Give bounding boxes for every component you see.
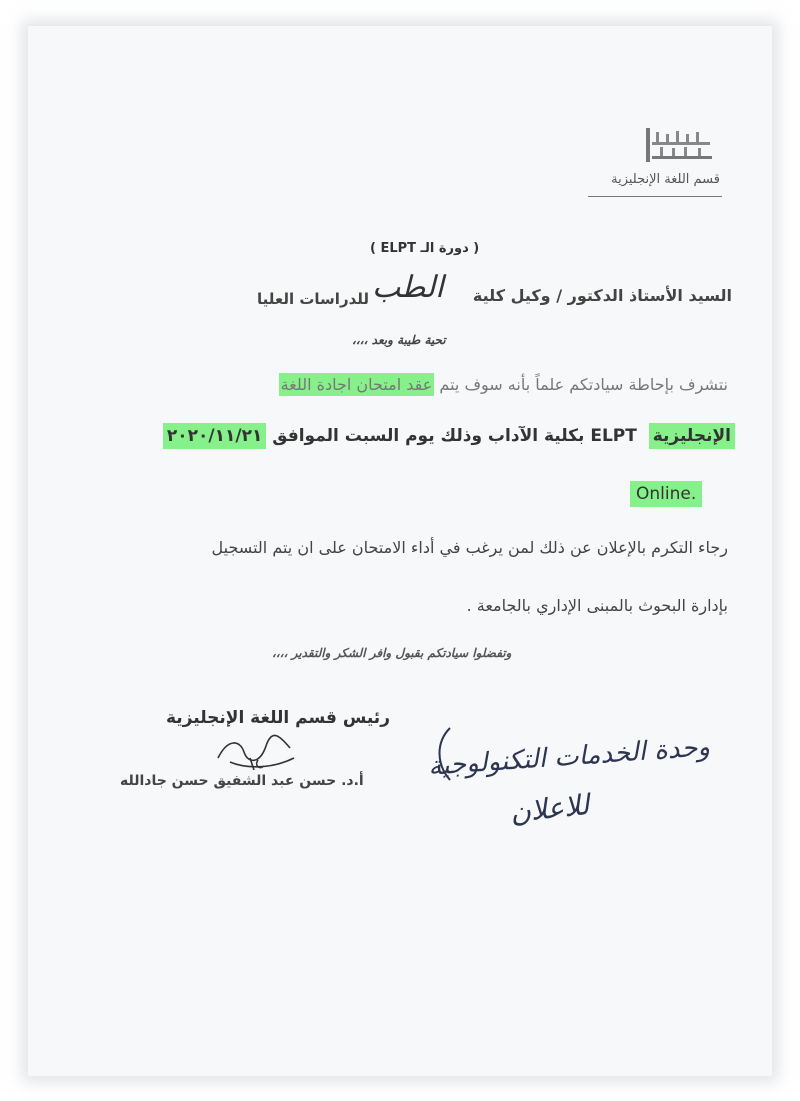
highlight-english: الإنجليزية	[649, 423, 735, 449]
highlight-exam: عقد امتحان اجادة اللغة	[280, 375, 433, 394]
signatory-name: أ.د. حسن عبد الشفيق حسن جادالله	[120, 773, 364, 789]
highlight-online: Online.	[630, 481, 702, 507]
handwritten-note-line-2: للاعلان	[508, 787, 591, 830]
recipient-line: السيد الأستاذ الدكتور / وكيل كلية	[472, 286, 732, 305]
greeting: تحية طيبة وبعد ،،،،	[352, 333, 446, 347]
letter-subject: ( دورة الـ ELPT )	[370, 241, 480, 256]
body-line-2	[163, 426, 735, 446]
highlight-date: ٢٠٢٠/١١/٢١	[163, 423, 266, 449]
university-logo	[640, 122, 720, 166]
body-line-2-text: ELPT بكلية الآداب وذلك يوم السبت الموافق	[272, 426, 637, 446]
body-line-1	[279, 375, 728, 394]
body-line-1-text: نتشرف بإحاطة سيادتكم علماً بأنه سوف يتم	[439, 375, 728, 394]
handwritten-signature	[210, 728, 300, 776]
department-name: قسم اللغة الإنجليزية	[611, 172, 720, 187]
header-divider	[588, 196, 722, 197]
handwritten-note-line-1: وحدة الخدمات التكنولوجية	[427, 732, 711, 782]
body-line-4: رجاء التكرم بالإعلان عن ذلك لمن يرغب في أداء الامتحان على ان يتم التسجيل	[211, 538, 728, 557]
body-line-5: بإدارة البحوث بالمبنى الإداري بالجامعة .	[466, 596, 728, 615]
graduate-studies-label: للدراسات العليا	[257, 290, 369, 308]
signatory-title: رئيس قسم اللغة الإنجليزية	[166, 708, 390, 728]
faculty-handwritten: الطب	[372, 270, 444, 305]
closing-line: وتفضلوا سيادتكم بقبول وافر الشكر والتقدير ،،،،	[272, 646, 512, 660]
body-line-3	[630, 484, 702, 504]
